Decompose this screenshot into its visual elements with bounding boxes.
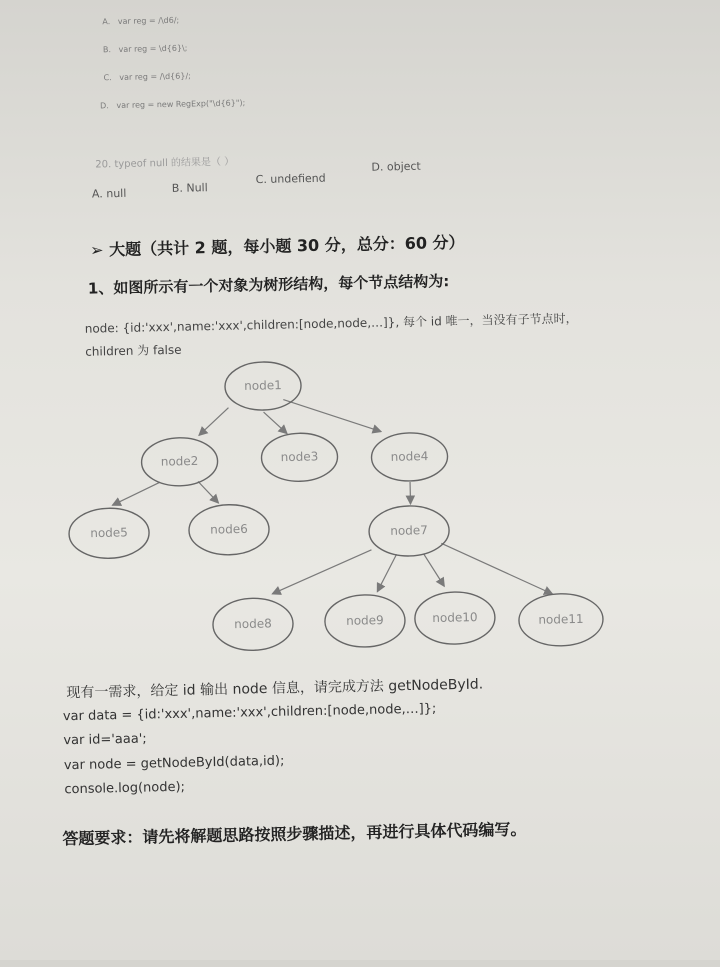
- edge-node2-node5: [112, 482, 160, 505]
- tree-node-4-label: node4: [391, 449, 429, 464]
- tree-node-7: [369, 505, 450, 557]
- answer-c: C. undefiend: [256, 172, 326, 186]
- tree-node-9: [324, 594, 405, 648]
- tree-node-1-label: node1: [244, 378, 282, 393]
- tree-node-2: [141, 437, 218, 487]
- tree-node-11: [518, 593, 603, 647]
- task-text: 现有一需求，给定 id 输出 node 信息，请完成方法 getNodeById.: [66, 673, 483, 702]
- answer-b: B. Null: [172, 181, 208, 195]
- tree-node-7-label: node7: [390, 523, 428, 538]
- edge-node7-node10: [424, 553, 445, 586]
- tree-node-8-label: node8: [234, 616, 272, 631]
- tree-node-3-label: node3: [281, 449, 319, 464]
- section-title: ➢ 大题（共计 2 题，每小题 30 分，总分：60 分）: [90, 230, 465, 261]
- code-line-1: var data = {id:'xxx',name:'xxx',children:[node,node,…]};: [63, 701, 437, 724]
- question-20: 20. typeof null 的结果是（ ）: [95, 153, 234, 171]
- code-line-3: var node = getNodeById(data,id);: [64, 754, 285, 774]
- tree-node-10: [414, 591, 495, 645]
- tree-node-9-label: node9: [346, 613, 384, 628]
- edge-node7-node9: [377, 554, 398, 591]
- answer-d: D. object: [371, 160, 421, 174]
- question-1-desc-line2: children 为 false: [85, 341, 182, 360]
- tree-node-10-label: node10: [432, 610, 478, 625]
- tree-node-3: [261, 432, 338, 482]
- tree-node-5-label: node5: [90, 525, 128, 540]
- tree-node-11-label: node11: [538, 612, 584, 627]
- code-line-4: console.log(node);: [64, 780, 185, 798]
- edge-node7-node8: [271, 550, 372, 594]
- answer-requirement: 答题要求：请先将解题思路按照步骤描述，再进行具体代码编写。: [62, 817, 526, 850]
- edge-node1-node4: [283, 398, 381, 434]
- tree-node-5: [69, 507, 150, 559]
- question-1-title: 1、如图所示有一个对象为树形结构，每个节点结构为:: [88, 270, 450, 299]
- tree-node-6: [188, 504, 269, 556]
- tree-node-4: [371, 432, 448, 482]
- code-line-2: var id='aaa';: [63, 732, 147, 749]
- edge-node2-node6: [198, 481, 218, 503]
- tree-diagram: [57, 345, 623, 667]
- tree-node-1: [225, 361, 302, 411]
- option-d: D. var reg = new RegExp("\d{6}");: [100, 98, 245, 110]
- edge-node7-node11: [441, 541, 552, 596]
- tree-node-8: [212, 597, 293, 651]
- tree-node-2-label: node2: [161, 454, 199, 469]
- question-1-desc-line1: node: {id:'xxx',name:'xxx',children:[node,node,…]}, 每个 id 唯一，当没有子节点时，: [85, 309, 578, 336]
- tree-node-6-label: node6: [210, 522, 248, 537]
- option-a: A. var reg = /\d6/;: [102, 16, 179, 27]
- option-b: B. var reg = \d{6}\;: [103, 44, 188, 55]
- edge-node1-node2: [198, 408, 229, 436]
- option-c: C. var reg = /\d{6}/;: [103, 71, 190, 82]
- answer-a: A. null: [92, 187, 127, 201]
- edge-node1-node3: [264, 412, 287, 434]
